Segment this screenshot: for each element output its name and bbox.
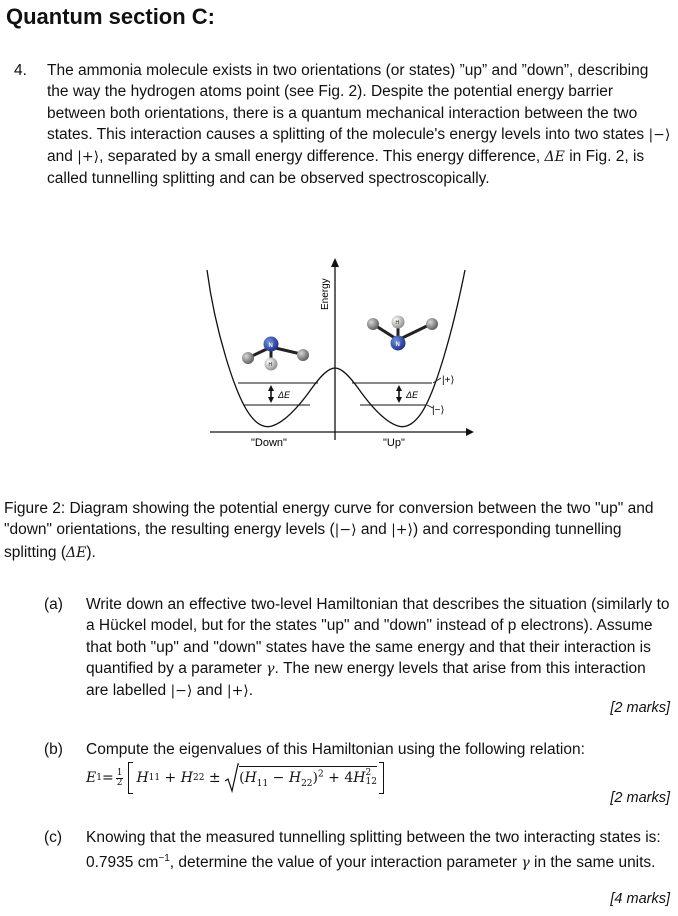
eq-frac-num: 1 [116,767,123,778]
right-well-label: "Up" [383,437,405,449]
part-c-body: , determine the value of your interaction parameter [169,854,522,872]
part-a-text [86,594,672,702]
question-number: 4. [14,62,27,79]
eq-h11b-sub: 11 [256,778,269,789]
ket-minus: |−⟩ [334,522,357,539]
y-axis-arrow [331,258,339,267]
hydrogen-label: H [395,320,400,326]
eq-paren-open: ( [239,770,245,787]
eq-h12: H [353,770,366,787]
caption-text: ) and corresponding tunnelling splitting ( [4,521,622,561]
ammonia-molecule-up [367,316,438,351]
hydrogen-label: H [268,362,273,368]
part-c-body: Knowing that the measured tunnelling splitting between the two interacting states is: 0.7935 cm [86,829,661,872]
eq-h22-sub: 22 [192,773,205,783]
eq-h11b: H [244,770,257,787]
ket-minus: |−⟩ [648,126,671,143]
figure-caption [4,498,674,564]
part-c-text [86,827,672,875]
eq-bracket-close [379,762,384,794]
ket-plus: |+⟩ [77,149,100,166]
level-plus-label: |+⟩ [442,375,455,386]
left-well-label: "Down" [251,437,287,449]
delta-e-symbol: ΔE [66,544,87,561]
eigenvalue-equation [86,762,384,794]
caption-text: ). [86,543,96,561]
part-b-marks: [2 marks] [610,790,670,806]
eq-frac-den: 2 [116,777,123,788]
eq-square: 2 [317,769,324,780]
delta-e-label-right: ΔE [406,390,419,400]
part-a-body: . [248,682,254,700]
eq-h22: H [180,770,193,786]
delta-e-symbol: ΔE [544,149,565,166]
level-minus-label: |−⟩ [432,405,445,416]
ammonia-molecule-down [242,337,309,371]
question-text: , separated by a small energy difference. This energy difference, [99,148,545,166]
eq-plus-minus: ± [204,770,226,786]
eq-minus: − [268,770,289,787]
hydrogen-atom [297,349,309,361]
question-text: in Fig. 2, is called tunnelling splitting and can be observed spectroscopically. [47,148,645,188]
eq-h11: H [136,770,149,786]
x-axis-arrow [466,428,474,436]
gamma-symbol: γ [266,660,275,677]
delta-e-arrow-left [268,385,274,403]
part-c-marks: [4 marks] [610,891,670,907]
eq-h12-scripts [365,769,376,787]
square-root-sign [225,763,239,793]
hydrogen-atom [242,352,254,364]
part-a-label: (a) [44,596,63,613]
eq-plus-four: + 4 [323,770,354,787]
part-c-label: (c) [44,829,63,846]
gamma-symbol: γ [521,855,530,872]
eq-h12-sup: 2 [365,768,372,779]
part-a-body: Write down an effective two-level Hamiltonian that describes the situation (similarly to a Hückel model, but for the states "up" and "down" instead of p electrons). Assume that both "up" and "down" states have the same energy and that their interaction is quantified by a parameter [86,596,670,677]
hydrogen-atom [426,318,438,330]
delta-e-arrow-right [396,385,402,403]
part-a-marks: [2 marks] [610,700,670,716]
part-b-text: Compute the eigenvalues of this Hamiltonian using the following relation: [86,741,585,758]
part-b-label: (b) [44,741,63,758]
hydrogen-atom [367,318,379,330]
eq-lhs-sub: 1 [96,773,102,783]
section-title: Quantum section C: [6,4,216,29]
eq-h22b-sub: 22 [301,778,313,789]
eq-h11-sub: 11 [148,773,161,783]
question-text: and [47,148,78,166]
part-c-body: in the same units. [529,854,656,872]
nitrogen-label: N [268,343,273,349]
eq-lhs: E [86,770,97,786]
potential-curve [207,270,465,427]
eq-equals: = [101,770,114,786]
ket-minus: |−⟩ [170,683,193,700]
eq-radicand [239,766,377,789]
unit-exponent: −1 [158,853,170,865]
delta-e-label-left: ΔE [278,390,291,400]
nitrogen-label: N [395,342,400,348]
caption-text: and [356,521,392,539]
eq-bracket-open [128,762,133,794]
eq-plus: + [160,770,181,786]
ket-plus: |+⟩ [226,683,249,700]
caption-text: Figure 2: Diagram showing the potential energy curve for conversion between the two "up" and "down" orientations, the resulting energy levels ( [4,500,654,539]
part-a-body: . The new energy levels that arise from this interaction are labelled [86,659,646,700]
part-a-body: and [192,682,227,700]
ket-plus: |+⟩ [391,522,413,539]
eq-fraction [116,769,124,788]
question-text: The ammonia molecule exists in two orientations (or states) ”up” and ”down”, describing the way the hydrogen atoms point (see Fig. 2). Despite the potential energy barrier between both orientations, there is a quantum mechanical interaction between the two states. This interaction causes a splitting of the molecule's energy levels into two states [47,62,649,143]
y-axis-label: Energy [320,278,331,310]
eq-h12-sub: 12 [365,777,377,788]
eq-h22b: H [288,770,302,787]
eq-paren-close: ) [312,770,318,787]
